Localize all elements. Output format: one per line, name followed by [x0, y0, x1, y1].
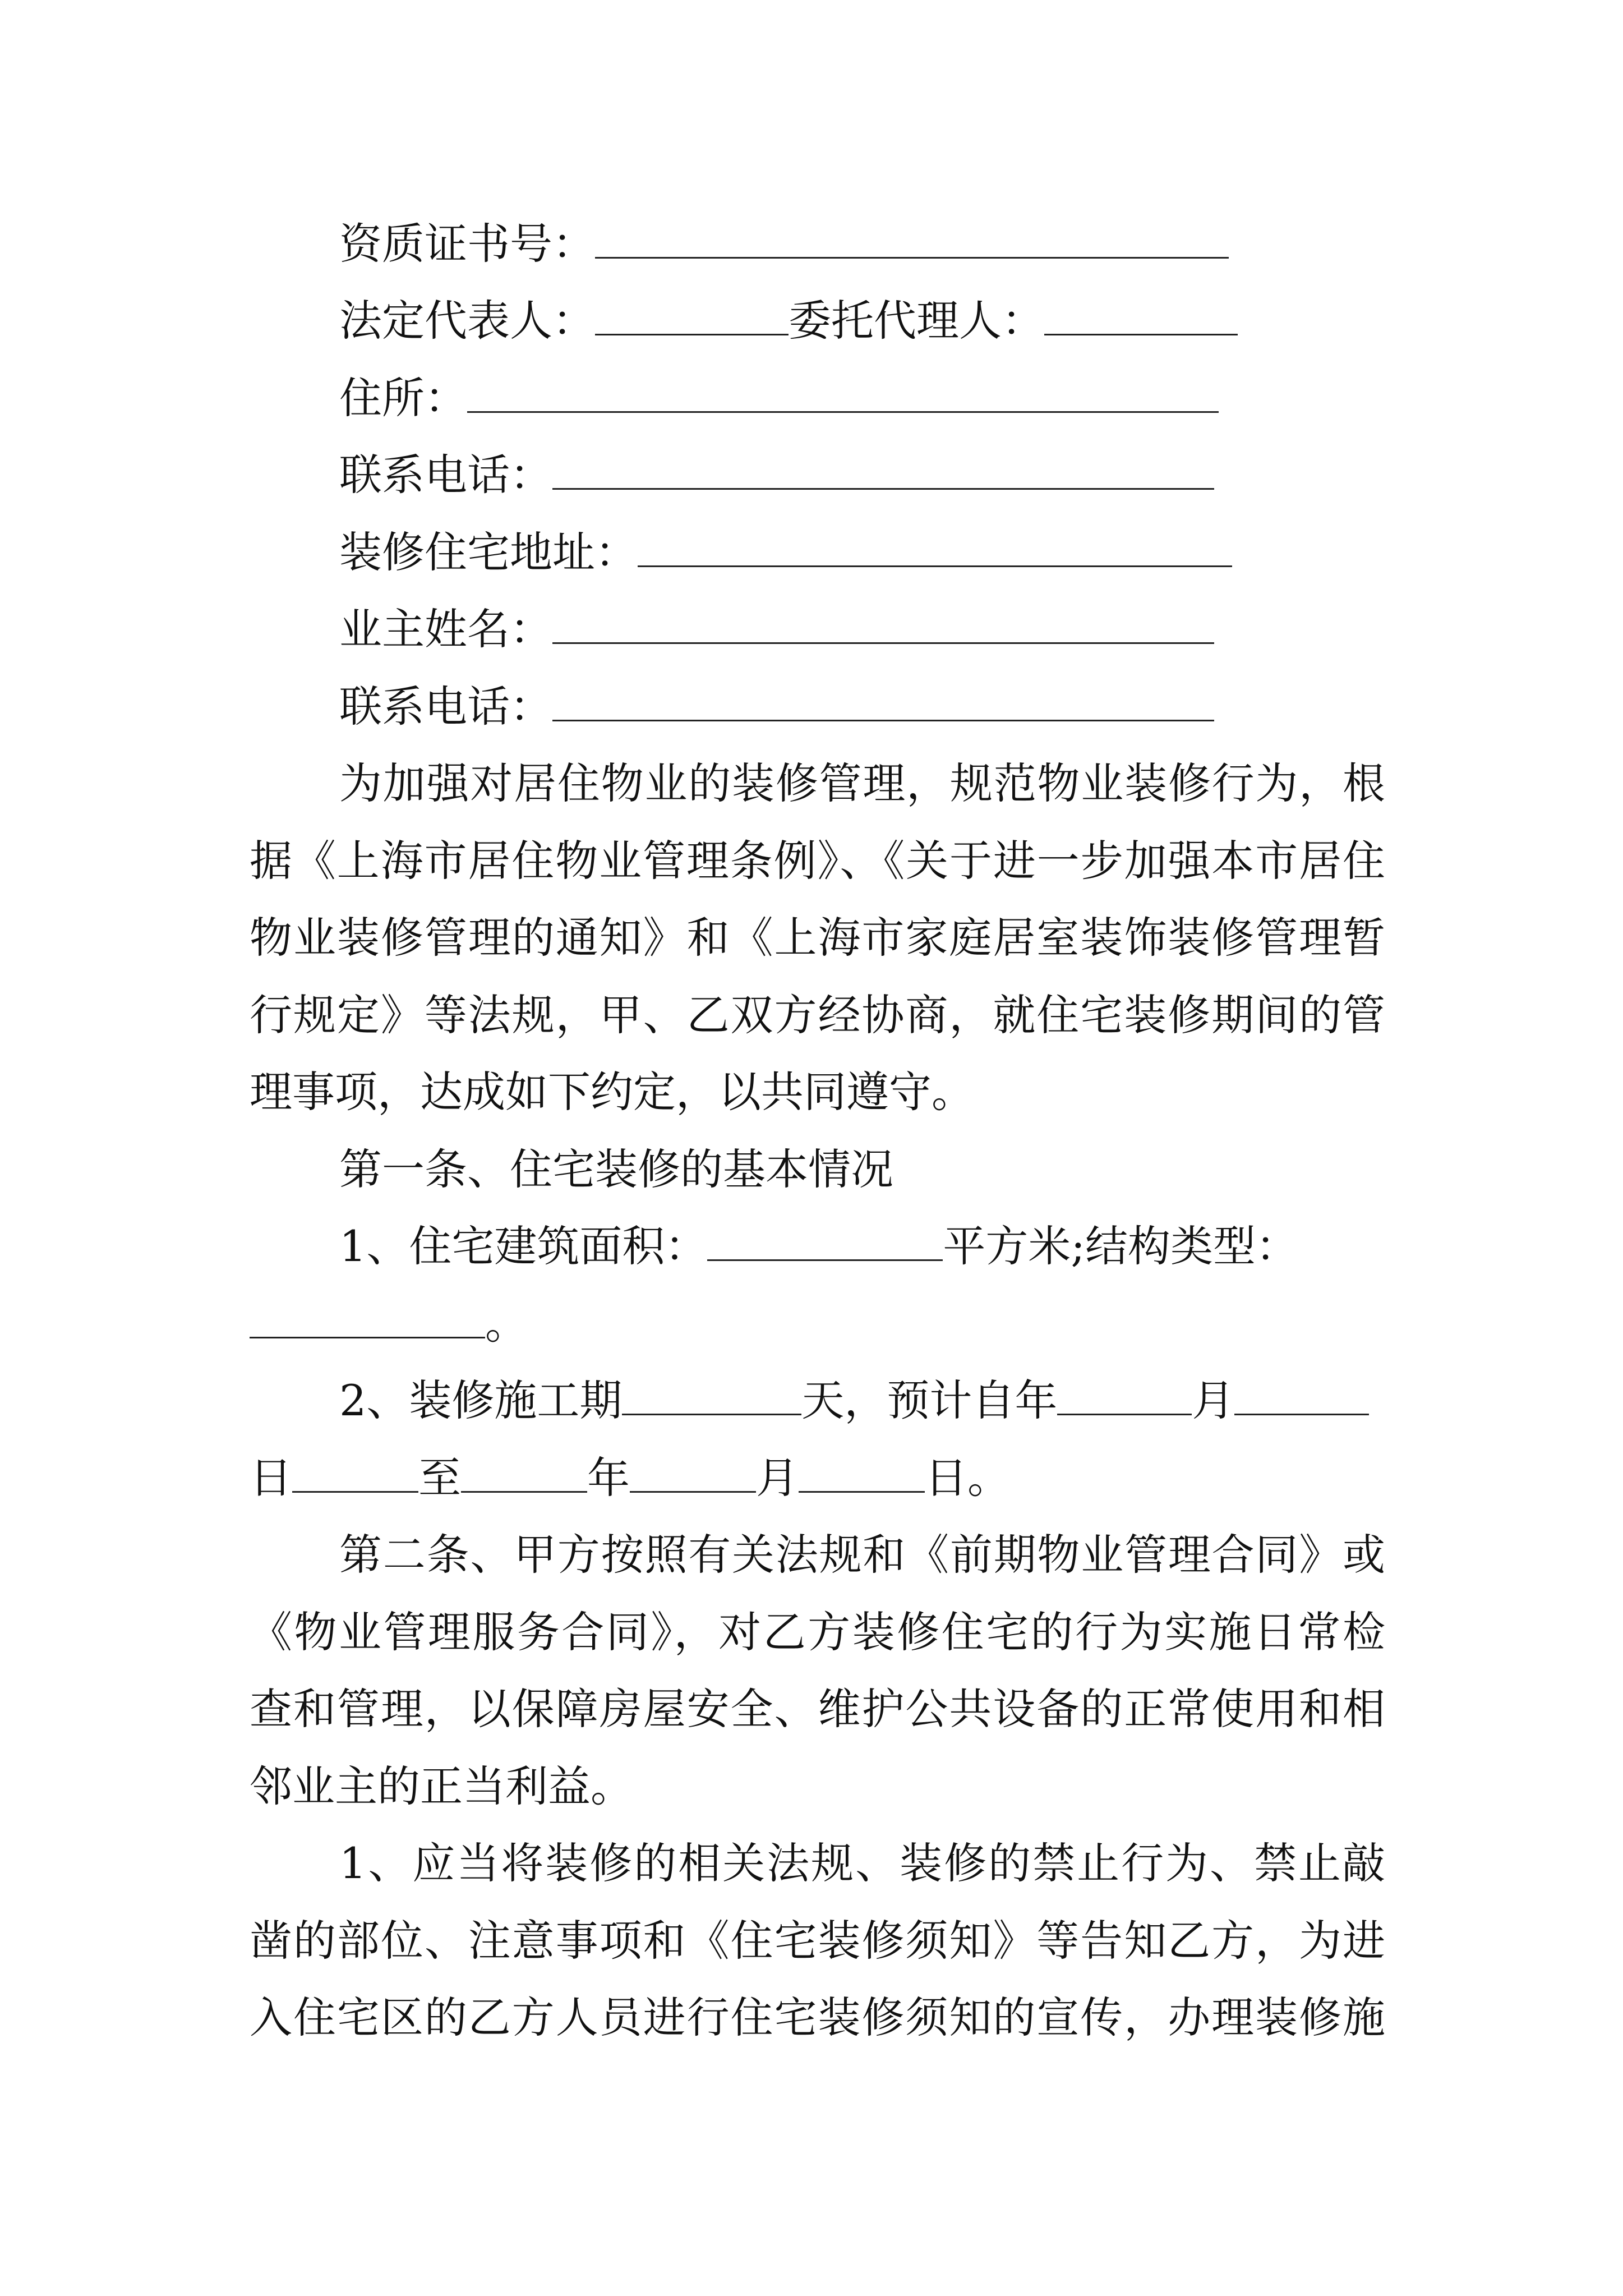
article2-item1-line-1: 1、应当将装修的相关法规、装修的禁止行为、禁止敲: [339, 1838, 1385, 1888]
preamble-line-1: 为加强对居住物业的装修管理，规范物业装修行为，根: [339, 758, 1385, 808]
article2-line-1: 第二条、甲方按照有关法规和《前期物业管理合同》或: [339, 1530, 1385, 1580]
item1-end: 。: [485, 1299, 528, 1349]
blank-a: [292, 1452, 418, 1493]
end-year-blank: [461, 1452, 587, 1493]
address-row: [339, 370, 1219, 426]
qualification-cert-label: 资质证书号：: [339, 219, 595, 269]
article2-line-4: 邻业主的正当利益。: [250, 1761, 633, 1811]
qualification-cert-row: [339, 216, 1229, 272]
phone-label: 联系电话：: [339, 450, 552, 500]
qualification-cert-blank: [595, 218, 1229, 259]
owner-name-label: 业主姓名：: [339, 604, 552, 654]
period-label: 2、装修施工期: [339, 1375, 623, 1425]
owner-name-blank: [552, 603, 1214, 644]
preamble-line-2: 据《上海市居住物业管理条例》、《关于进一步加强本市居住: [250, 836, 1385, 886]
article2-item1-line-2: 凿的部位、注意事项和《住宅装修须知》等告知乙方，为进: [250, 1916, 1385, 1966]
phone-blank: [552, 449, 1214, 490]
year-label: 年: [587, 1453, 630, 1503]
start-day-blank: [1234, 1374, 1369, 1415]
start-month-blank: [1057, 1374, 1192, 1415]
area-label: 1、住宅建筑面积：: [339, 1221, 708, 1271]
legal-rep-row: [339, 293, 1238, 349]
article1-item1-cont: [250, 1296, 528, 1352]
agent-label: 委托代理人：: [789, 296, 1044, 346]
legal-rep-blank: [595, 295, 789, 335]
agent-blank: [1044, 295, 1238, 335]
article2-line-3: 查和管理，以保障房屋安全、维护公共设备的正常使用和相: [250, 1684, 1385, 1734]
preamble-line-3: 物业装修管理的通知》和《上海市家庭居室装饰装修管理暂: [250, 913, 1385, 963]
decoration-address-row: [339, 524, 1232, 581]
article1-item1: [339, 1218, 1298, 1274]
days-label: 天，预计自年: [801, 1375, 1058, 1425]
day-label-2: 日。: [925, 1453, 1010, 1503]
area-unit-label: 平方米;结构类型：: [943, 1221, 1298, 1271]
structure-type-blank: [250, 1297, 485, 1338]
preamble-line-5: 理事项，达成如下约定，以共同遵守。: [250, 1067, 974, 1117]
area-blank: [707, 1220, 943, 1261]
days-blank: [622, 1374, 801, 1415]
owner-phone-row: [339, 679, 1214, 735]
day-label-1: 日: [250, 1453, 292, 1503]
article2-item1-line-3: 入住宅区的乙方人员进行住宅装修须知的宣传，办理装修施: [250, 1993, 1385, 2042]
phone-row: [339, 447, 1214, 503]
decoration-address-blank: [638, 526, 1232, 567]
to-label: 至: [418, 1453, 461, 1503]
owner-name-row: [339, 601, 1214, 657]
article1-title: 第一条、住宅装修的基本情况: [339, 1144, 893, 1194]
owner-phone-label: 联系电话：: [339, 682, 552, 731]
month-label-1: 月: [1192, 1375, 1235, 1425]
legal-rep-label: 法定代表人：: [339, 296, 595, 346]
address-blank: [467, 372, 1219, 413]
owner-phone-blank: [552, 680, 1214, 721]
article2-line-2: 《物业管理服务合同》，对乙方装修住宅的行为实施日常检: [250, 1607, 1385, 1657]
month-label-2: 月: [756, 1453, 799, 1503]
end-day-blank: [799, 1452, 925, 1493]
end-month-blank: [630, 1452, 756, 1493]
article1-item2: [339, 1373, 1369, 1429]
article1-item2-cont: [250, 1450, 1010, 1506]
address-label: 住所：: [339, 373, 467, 423]
decoration-address-label: 装修住宅地址：: [339, 527, 638, 577]
preamble-line-4: 行规定》等法规，甲、乙双方经协商，就住宅装修期间的管: [250, 990, 1385, 1040]
